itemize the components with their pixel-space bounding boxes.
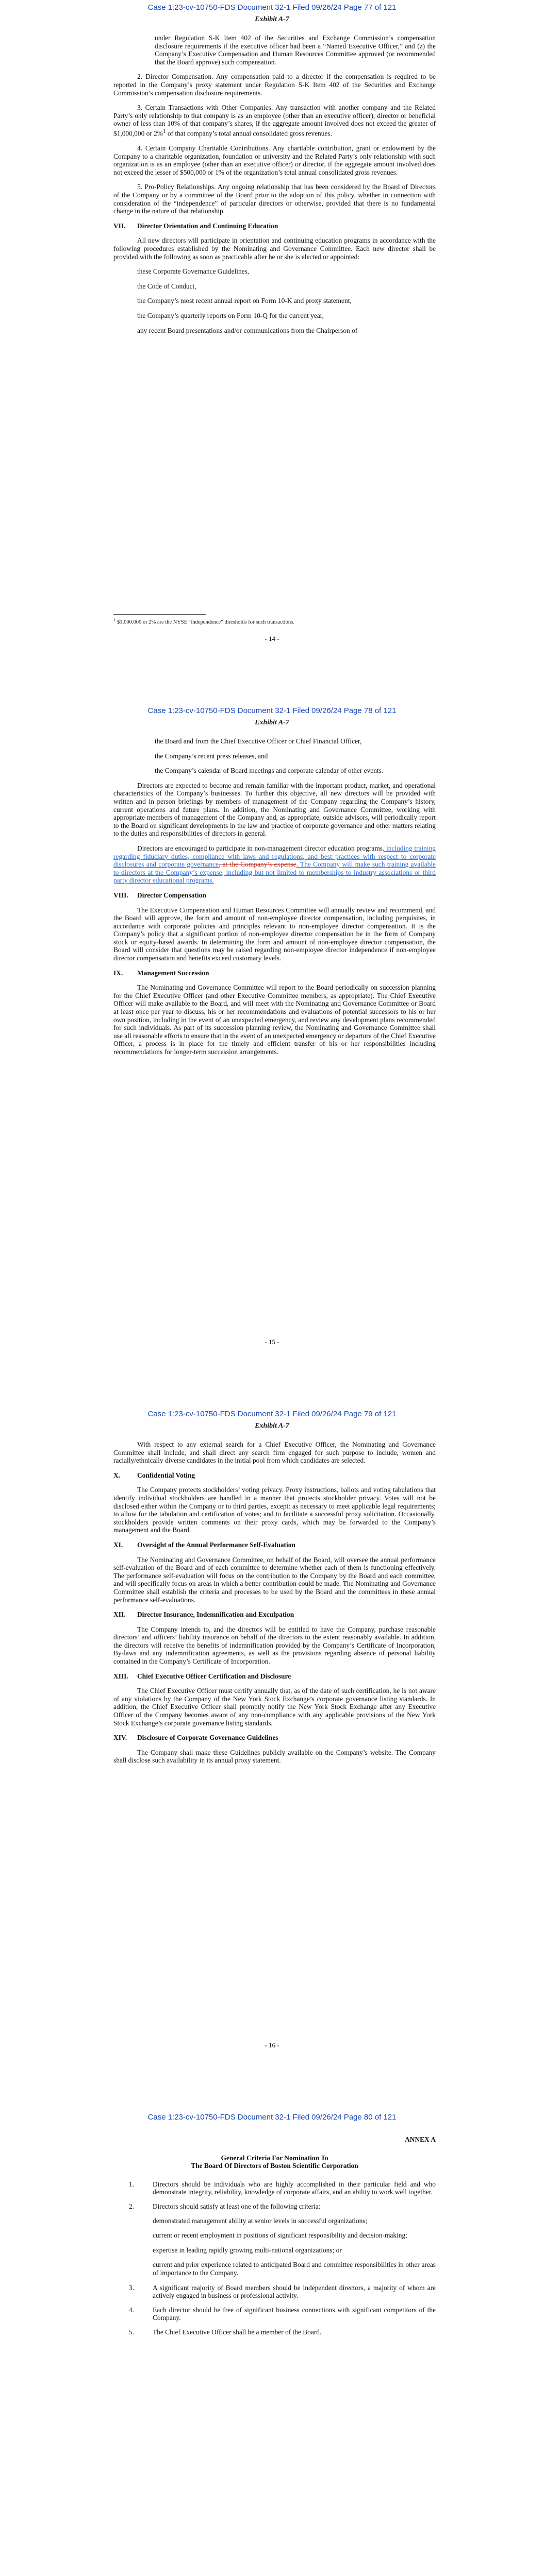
page-79 xyxy=(0,1406,544,2110)
annex-title-line-2: The Board Of Directors of Boston Scientific Corporation xyxy=(191,2162,358,2170)
para-director-compensation: The Executive Compensation and Human Resources Committee will annually review and recommend, and the Board will approve, the form and amount of non-employee director compensation, including perquisites, in accordance with corporate policies and principles relevant to non-employee director compensation. It is the Company’s policy that a significant portion of non-employee director compensation be in the form of Company stock or equity-based awards. In determining the form and amount of non-employee director compensation, the Board will consider that questions may be raised regarding non-employee director independence if non-employee director compensation and benefits exceed customary levels. xyxy=(113,906,436,962)
sub-item: expertise in leading rapidly growing multi-national organizations; or xyxy=(153,2246,342,2254)
list-item: the Board and from the Chief Executive Officer or Chief Financial Officer, xyxy=(155,737,362,745)
exhibit-label: Exhibit A-7 xyxy=(255,1422,289,1430)
exhibit-label: Exhibit A-7 xyxy=(255,719,289,726)
list-item: the Company’s calendar of Board meetings and corporate calendar of other events. xyxy=(155,767,384,775)
case-header: Case 1:23-cv-10750-FDS Document 32-1 Filed 09/26/24 Page 77 of 121 xyxy=(147,3,397,12)
para-succession: The Nominating and Governance Committee will report to the Board periodically on succession planning for the Chief Executive Officer (and other Executive Committee members, as appropriate). The Chief Executive Officer will make available to the Board, and will meet with the Nominating and Governance Committee or Board at least once per year to discuss, his or her recommendations and evaluations of potential successors to his or her own position, including in the event of an unexpected emergency, and review any development plans recommended for such individuals. As part of its succession planning review, the Nominating and Governance Committee shall use all reasonable efforts to ensure that in the event of an unexpected emergency or departure of the Chief Executive Officer, a process is in place for the timely and efficient transfer of his or her responsibilities including recommendations for longer-term succession arrangements. xyxy=(113,984,436,1056)
section-heading-vii: VII. Director Orientation and Continuing Education xyxy=(113,222,278,230)
inserted-text: . The Company will make such training available to directors at the Company’s expense, including but not limited to memberships to industry associations or third party director educational programs. xyxy=(113,860,436,885)
section-heading-xiv: XIV. Disclosure of Corporate Governance Guidelines xyxy=(113,1734,278,1742)
case-header: Case 1:23-cv-10750-FDS Document 32-1 Filed 09/26/24 Page 79 of 121 xyxy=(147,1410,397,1418)
para-orientation: All new directors will participate in orientation and continuing education programs in accordance with the following procedures established by the Nominating and Governance Committee. Each new director shall be provided with the following as soon as practicable after he or she is elected or appointed: xyxy=(113,236,436,261)
sub-criteria xyxy=(153,2217,436,2277)
footnote-divider xyxy=(113,614,206,615)
list-item: the Company’s recent press releases, and xyxy=(155,752,268,760)
exhibit-label: Exhibit A-7 xyxy=(255,15,289,23)
sub-item: demonstrated management ability at senior levels in successful organizations; xyxy=(153,2216,368,2225)
page-body xyxy=(113,34,436,341)
deleted-text: , at the Company’s expense xyxy=(218,860,296,869)
list-item: 2. Directors should satisfy at least one of the following criteria: xyxy=(129,2202,321,2210)
para-confidential-voting: The Company protects stockholders’ voting privacy. Proxy instructions, ballots and voting tabulations that identify individual stockholders are handled in a manner that protects stockholder privacy. Votes will not be disclosed either within the Company or to third parties, except: as necessary to meet applicable legal requirements; to allow for the tabulation and certification of votes; and to facilitate a successful proxy solicitation. Occasionally, stockholders provide written comments on their proxy cards, which may be forwarded to the Company’s management and the Board. xyxy=(113,1486,436,1534)
para-disclosure: The Company shall make these Guidelines publicly available on the Company’s website. The Company shall disclose such availability in its annual proxy statement. xyxy=(113,1748,436,1765)
list-item: the Company’s quarterly reports on Form 10-Q for the current year, xyxy=(137,311,324,319)
page-number: - 14 - xyxy=(265,635,279,642)
page-78 xyxy=(0,703,544,1406)
para-certain-transactions: 3. Certain Transactions with Other Companies. Any transaction with another company and the Related Party’s only relationship to that company is as an employee (other than an executive officer), director or beneficial owner of less than 10% of that company’s shares, if the aggregate amount involved does not exceed the greater of $1,000,000 or 2%$^1$ of that company’s total annual consolidated gross revenues. xyxy=(113,104,436,138)
para-self-evaluation: The Nominating and Governance Committee, on behalf of the Board, will oversee the annual performance self-evaluation of the Board and of each committee to determine whether each of them is functioning effectively. The performance self-evaluation will focus on the contribution to the Company by the Board and each committee, and will specifically focus on areas in which a better contribution could be made. The Nominating and Governance Committee shall establish the criteria and processes to be used by the Board and the committees in these annual performance self-evaluations. xyxy=(113,1555,436,1604)
section-heading-viii: VIII. Director Compensation xyxy=(113,891,206,899)
list-item: 3. A significant majority of Board members should be independent directors, a majority of whom are actively engaged in business or professional activity. xyxy=(129,2283,436,2300)
list-item: any recent Board presentations and/or communications from the Chairperson of xyxy=(137,326,358,334)
para-familiarity: Directors are expected to become and remain familiar with the important product, market, and operational characteristics of the Company’s businesses. To further this objective, all new directors will be provided with written and in person briefings by members of management of the Company regarding the Company’s history, current operations and future plans. In addition, the Nominating and Governance Committee, working with appropriate members of management of the Company and, as appropriate, outside advisors, will periodically report to the Board on significant developments in the law and practice of corporate governance and other matters relating to the duties and responsibilities of directors in general. xyxy=(113,781,436,838)
para-ceo-search: With respect to any external search for a Chief Executive Officer, the Nominating and Governance Committee shall include, and shall direct any search firm engaged for such purpose to include, women and racially/ethnically diverse candidates in the initial pool from which candidates are selected. xyxy=(113,1440,436,1465)
annex-label: ANNEX A xyxy=(405,2136,436,2143)
section-heading-xi: XI. Oversight of the Annual Performance Self-Evaluation xyxy=(113,1540,295,1549)
para-charitable-contributions: 4. Certain Company Charitable Contributions. Any charitable contribution, grant or endowment by the Company to a charitable organization, foundation or university and the Related Party’s only relationship with such organization is as an employee (other than an executive officer) or director, if the aggregate amount involved does not exceed the lesser of $500,000 or 1% of the organization’s total annual consolidated gross revenues. xyxy=(113,144,436,176)
list-item: 1. Directors should be individuals who are highly accomplished in their particular field and who demonstrate integrity, reliability, knowledge of corporate affairs, and an ability to work well together. xyxy=(129,2180,436,2196)
para-director-compensation: 2. Director Compensation. Any compensation paid to a director if the compensation is required to be reported in the Company’s proxy statement under Regulation S-K Item 402 of the Securities and Exchange Commission’s compensation disclosure requirements. xyxy=(113,73,436,97)
list-item: 4. Each director should be free of significant business connections with significant competitors of the Company. xyxy=(129,2306,436,2322)
para-education-redline: Directors are encouraged to participate in non-management director education programs, including training regarding fiduciary duties, compliance with laws and regulations, and best practices with respect to corporate disclosures and corporate governance, at the Company’s expense. The Company will make such training available to directors at the Company’s expense, including but not limited to memberships to industry associations or third party director educational programs. xyxy=(113,844,436,885)
section-heading-xiii: XIII. Chief Executive Officer Certification and Disclosure xyxy=(113,1672,291,1680)
section-heading-ix: IX. Management Succession xyxy=(113,969,209,977)
section-heading-x: X. Confidential Voting xyxy=(113,1471,195,1479)
section-heading-xii: XII. Director Insurance, Indemnification and Exculpation xyxy=(113,1611,294,1619)
list-item: the Company’s most recent annual report on Form 10-K and proxy statement, xyxy=(137,297,352,305)
para-pro-policy: 5. Pro-Policy Relationships. Any ongoing relationship that has been considered by the Board of Directors of the Company or by a committee of the Board prior to the adoption of this policy, whether in connection with consideration of the “independence” of particular directors or otherwise, provided that there is no fundamental change in the nature of that relationship. xyxy=(113,183,436,215)
page-body xyxy=(113,2136,436,2343)
footnote-ref: 1 xyxy=(162,128,166,134)
case-header: Case 1:23-cv-10750-FDS Document 32-1 Filed 09/26/24 Page 80 of 121 xyxy=(147,2113,397,2122)
sub-item: current or recent employment in positions of significant responsibility and decision-making; xyxy=(153,2231,407,2240)
sub-item: current and prior experience related to anticipated Board and committee responsibilities in other areas of importance to the Company. xyxy=(153,2261,436,2277)
list-item: 5. The Chief Executive Officer shall be a member of the Board. xyxy=(129,2328,322,2336)
case-header: Case 1:23-cv-10750-FDS Document 32-1 Filed 09/26/24 Page 78 of 121 xyxy=(147,706,397,715)
list-item: these Corporate Governance Guidelines, xyxy=(137,267,250,276)
criteria-list xyxy=(113,2180,436,2336)
intro-block: under Regulation S-K Item 402 of the Securities and Exchange Commission’s compensation disclosure requirements if the executive officer had been a “Named Executive Officer,” and (z) the Company’s Executive Compensation and Human Resources Committee approved (or recommended that the Board approve) such compensation. xyxy=(155,34,436,66)
page-body xyxy=(113,1440,436,1771)
annex-title-line-1: General Criteria For Nomination To xyxy=(221,2154,328,2162)
list-item: the Code of Conduct, xyxy=(137,282,196,290)
para-insurance: The Company intends to, and the directors will be entitled to have the Company, purchase reasonable directors’ and officers’ liability insurance on behalf of the directors to the extent reasonably available. In addition, the directors will receive the benefits of indemnification provided by the Company’s Certificate of Incorporation, By-laws and any indemnification agreements, as well as the provisions regarding absence of personal liability contained in the Company’s Certificate of Incorporation. xyxy=(113,1625,436,1666)
page-77 xyxy=(0,0,544,703)
page-80 xyxy=(0,2110,544,2576)
page-body xyxy=(113,737,436,1063)
inserted-text: , including training regarding fiduciary duties, compliance with laws and regulations, and best practices with respect to corporate disclosures and corporate governance xyxy=(113,844,436,869)
para-ceo-certification: The Chief Executive Officer must certify annually that, as of the date of such certification, he is not aware of any violations by the Company of the New York Stock Exchange’s corporate governance listing standards. In addition, the Chief Executive Officer shall promptly notify the New York Stock Exchange after any Executive Officer of the Company becomes aware of any non-compliance with any applicable provisions of the New York Stock Exchange’s corporate governance listing standards. xyxy=(113,1687,436,1727)
page-number: - 16 - xyxy=(265,2041,279,2049)
page-number: - 15 - xyxy=(265,1338,279,1346)
footnote: $^1$ $1,000,000 or 2% are the NYSE “independence” thresholds for such transactions. xyxy=(113,617,294,625)
